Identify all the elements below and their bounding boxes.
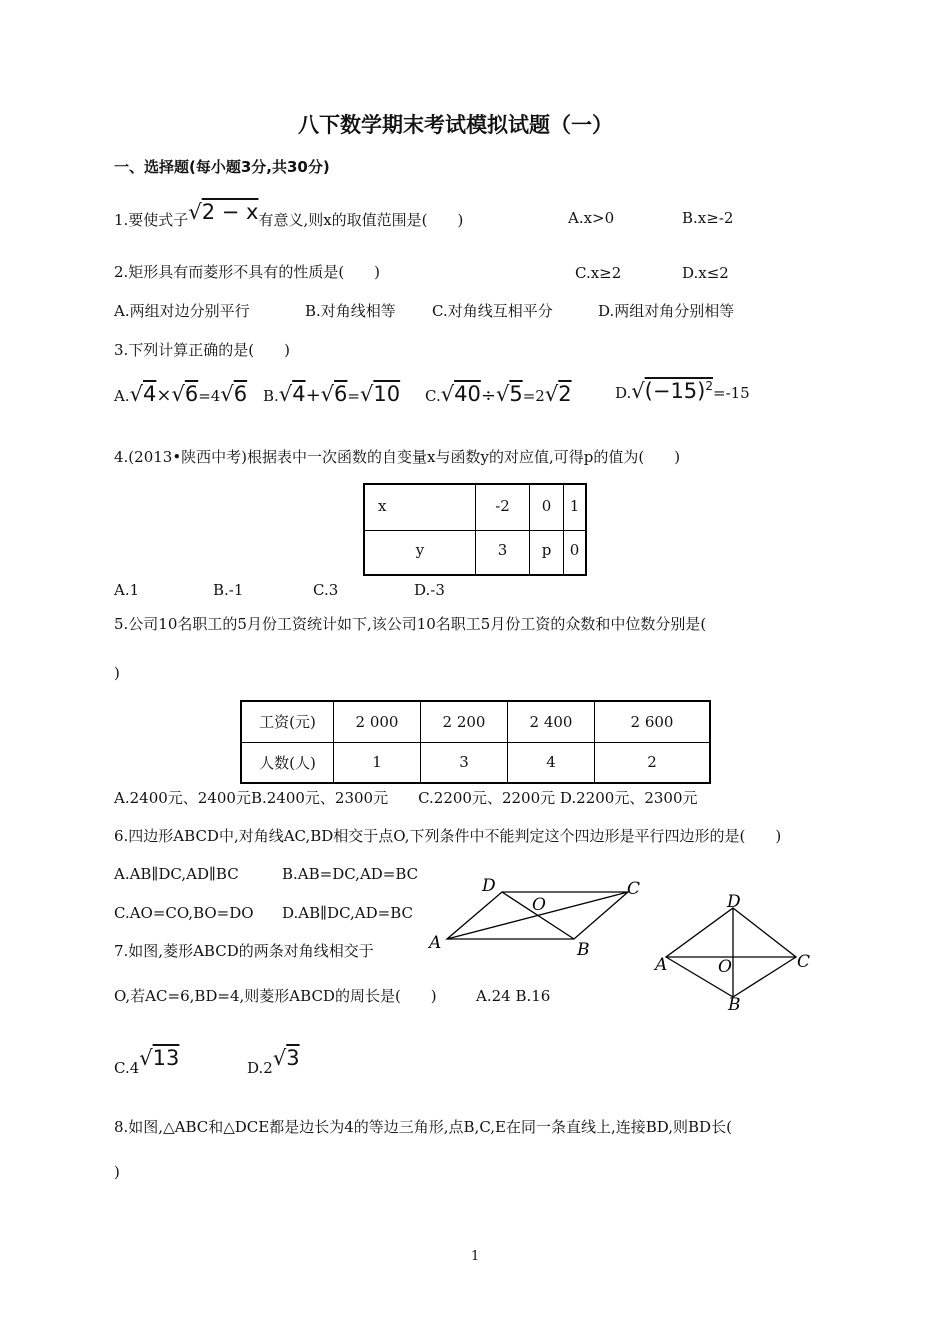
q4-option-c: C.3	[313, 581, 339, 599]
vertex-label-d: D	[727, 892, 741, 912]
q3-option-b: B.√4+√6=√10	[263, 382, 401, 406]
vertex-label-a: A	[429, 933, 442, 953]
sqrt-term: √10	[360, 382, 401, 406]
rhombus-outline	[666, 908, 796, 997]
sqrt-term: √3	[272, 1046, 300, 1070]
q6-option-c: C.AO=CO,BO=DO	[114, 904, 254, 922]
vertex-label-b: B	[577, 940, 590, 960]
page-number: 1	[471, 1249, 480, 1264]
table-cell: 工资(元)	[241, 701, 334, 742]
table-cell: 1	[334, 742, 421, 783]
q5-options: A.2400元、2400元B.2400元、2300元 C.2200元、2200元 D.2200元、2300元	[114, 789, 698, 807]
table-cell: p	[530, 530, 564, 575]
table-cell: 4	[508, 742, 595, 783]
q3-option-a: A.√4×√6=4√6	[114, 382, 248, 406]
sqrt-term: √5	[495, 382, 523, 406]
q2-option-b: B.对角线相等	[305, 302, 396, 320]
q4-option-a: A.1	[114, 581, 140, 599]
question-7-stem-2: O,若AC=6,BD=4,则菱形ABCD的周长是( )	[114, 987, 437, 1005]
question-8-stem: 8.如图,△ABC和△DCE都是边长为4的等边三角形,点B,C,E在同一条直线上,连接BD,则BD长(	[114, 1118, 732, 1136]
table-cell: 2	[595, 742, 711, 783]
table-cell: 2 600	[595, 701, 711, 742]
q1-option-a: A.x>0	[568, 209, 615, 227]
question-6-stem: 6.四边形ABCD中,对角线AC,BD相交于点O,下列条件中不能判定这个四边形是平行四边形的是( )	[114, 827, 782, 845]
vertex-label-c: C	[797, 952, 811, 972]
q1-option-c: C.x≥2	[575, 264, 622, 282]
table-cell: x	[364, 484, 476, 530]
salary-table	[240, 700, 711, 784]
question-2-stem: 2.矩形具有而菱形不具有的性质是( )	[114, 263, 381, 281]
table-cell: 人数(人)	[241, 742, 334, 783]
table-cell: y	[364, 530, 476, 575]
q3-option-c: C.√40÷√5=2√2	[425, 382, 572, 406]
sqrt-term: √2	[544, 382, 572, 406]
sqrt-term: √6	[220, 382, 248, 406]
q4-option-b: B.-1	[213, 581, 244, 599]
table-cell: -2	[476, 484, 530, 530]
sqrt-expression: √2 − x	[188, 200, 259, 224]
q1-pre: 1.要使式子	[114, 211, 189, 229]
center-label-o: O	[532, 895, 546, 915]
table-cell: 1	[564, 484, 587, 530]
question-1-stem	[114, 200, 464, 229]
vertex-label-c: C	[627, 879, 641, 899]
rhombus-figure	[648, 890, 818, 1015]
center-label-o: O	[718, 957, 732, 977]
table-cell: 2 400	[508, 701, 595, 742]
q2-option-c: C.对角线互相平分	[432, 302, 553, 320]
question-5-stem-end: )	[114, 664, 120, 682]
sqrt-term: √4	[278, 382, 306, 406]
sqrt-term: √6	[171, 382, 199, 406]
q7-options-ab: A.24 B.16	[476, 987, 551, 1005]
vertex-label-d: D	[482, 876, 496, 896]
q6-option-a: A.AB∥DC,AD∥BC	[114, 865, 239, 883]
vertex-label-b: B	[728, 995, 741, 1015]
parallelogram-figure	[425, 872, 650, 962]
sqrt-term: √4	[129, 382, 157, 406]
question-4-stem: 4.(2013•陕西中考)根据表中一次函数的自变量x与函数y的对应值,可得p的值为( )	[114, 448, 681, 466]
table-cell: 3	[476, 530, 530, 575]
table-cell: 0	[564, 530, 587, 575]
sqrt-term: √40	[440, 382, 481, 406]
question-5-stem: 5.公司10名职工的5月份工资统计如下,该公司10名职工5月份工资的众数和中位数分别是(	[114, 615, 707, 633]
table-cell: 2 000	[334, 701, 421, 742]
table-cell: 2 200	[421, 701, 508, 742]
q4-option-d: D.-3	[414, 581, 445, 599]
vertex-label-a: A	[655, 955, 668, 975]
q1-option-d: D.x≤2	[682, 264, 729, 282]
sqrt-term: $√(-15)^2$	[631, 379, 713, 403]
q2-option-a: A.两组对边分别平行	[114, 302, 250, 320]
q7-option-c: C.4√13	[114, 1046, 180, 1077]
q1-post: 有意义,则x的取值范围是( )	[258, 211, 464, 229]
q6-option-d: D.AB∥DC,AD=BC	[282, 904, 413, 922]
q6-option-b: B.AB=DC,AD=BC	[282, 865, 419, 883]
question-3-stem: 3.下列计算正确的是( )	[114, 341, 291, 359]
table-cell: 3	[421, 742, 508, 783]
q1-option-b: B.x≥-2	[682, 209, 734, 227]
function-value-table	[363, 483, 587, 576]
question-7-stem: 7.如图,菱形ABCD的两条对角线相交于	[114, 942, 374, 960]
table-cell: 0	[530, 484, 564, 530]
q2-option-d: D.两组对角分别相等	[598, 302, 735, 320]
sqrt-term: √6	[320, 382, 348, 406]
page-title: 八下数学期末考试模拟试题（一）	[298, 113, 613, 137]
q3-option-d: $D.√(-15)^2=-15$	[615, 379, 750, 403]
q7-option-d: D.2√3	[247, 1046, 300, 1077]
section-heading: 一、选择题(每小题3分,共30分)	[114, 158, 330, 176]
question-8-stem-end: )	[114, 1163, 120, 1181]
sqrt-term: √13	[139, 1046, 180, 1070]
